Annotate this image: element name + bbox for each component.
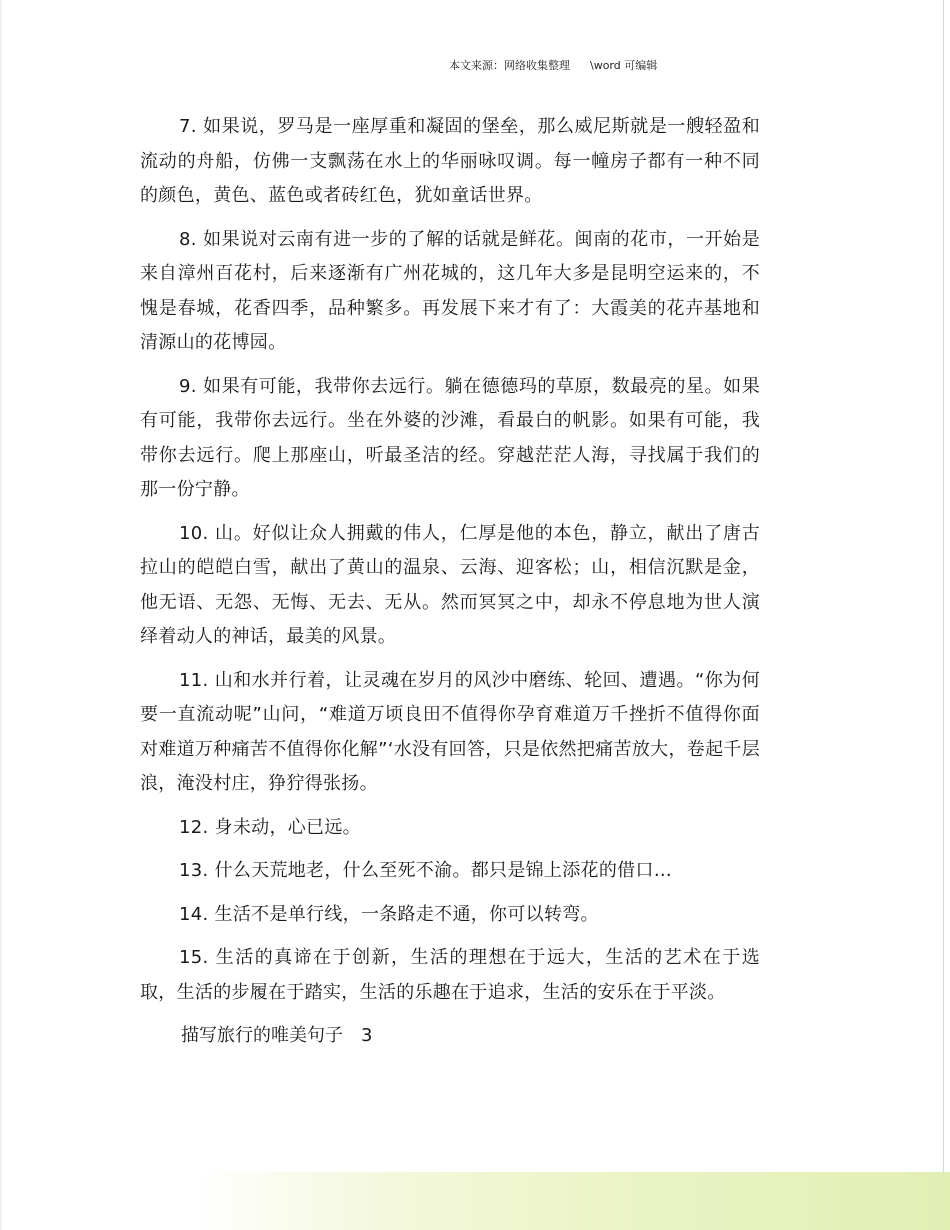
paragraph-9: 9. 如果有可能，我带你去远行。躺在德德玛的草原，数最亮的星。如果有可能，我带你去远行。坐在外婆的沙滩，看最白的帆影。如果有可能，我带你去远行。爬上那座山，听最圣洁的经。穿越茫茫人海，寻找属于我们的那一份宁静。: [140, 375, 760, 500]
document-body: [140, 110, 760, 1054]
page-left-edge: [0, 0, 2, 1230]
paragraph-7: 7. 如果说，罗马是一座厚重和凝固的堡垒，那么威尼斯就是一艘轻盈和流动的舟船，仿佛一支飘荡在水上的华丽咏叹调。每一幢房子都有一种不同的颜色，黄色、蓝色或者砖红色，犹如童话世界。: [140, 116, 760, 206]
header-editable: \word 可编辑: [590, 59, 658, 72]
paragraph-13: 13. 什么天荒地老，什么至死不渝。都只是锦上添花的借口…: [179, 860, 673, 881]
paragraph-10: 10. 山。好似让众人拥戴的伟人，仁厚是他的本色，静立，献出了唐古拉山的皑皑白雪，献出了黄山的温泉、云海、迎客松；山，相信沉默是金，他无语、无怨、无悔、无去、无从。然而冥冥之中，却永不停息地为世人演绎着动人的神话，最美的风景。: [140, 522, 760, 647]
footer-decoration: [195, 1172, 950, 1230]
paragraph-12: 12. 身未动，心已远。: [179, 816, 361, 838]
section-title: 描写旅行的唯美句子 3: [181, 1025, 373, 1046]
paragraph-8: 8. 如果说对云南有进一步的了解的话就是鲜花。闽南的花市，一开始是来自漳州百花村，后来逐渐有广州花城的，这几年大多是昆明空运来的，不愧是春城，花香四季，品种繁多。再发展下来才有了：大霞美的花卉基地和清源山的花博园。: [140, 228, 760, 353]
paragraph-11: 11. 山和水并行着，让灵魂在岁月的风沙中磨练、轮回、遭遇。“你为何要一直流动呢”山问，“难道万顷良田不值得你孕育难道万千挫折不值得你面对难道万种痛苦不值得你化解”‘水没有回答，只是依然把痛苦放大，卷起千层浪，淹没村庄，狰狞得张扬。: [140, 669, 760, 794]
page-right-edge: [943, 0, 944, 1230]
header-source: 本文来源：网络收集整理: [449, 59, 570, 72]
page-header: [449, 57, 657, 73]
paragraph-14: 14. 生活不是单行线，一条路走不通，你可以转弯。: [179, 903, 599, 925]
paragraph-15: 15. 生活的真谛在于创新，生活的理想在于远大，生活的艺术在于选取，生活的步履在于踏实，生活的乐趣在于追求，生活的安乐在于平淡。: [140, 947, 760, 1003]
